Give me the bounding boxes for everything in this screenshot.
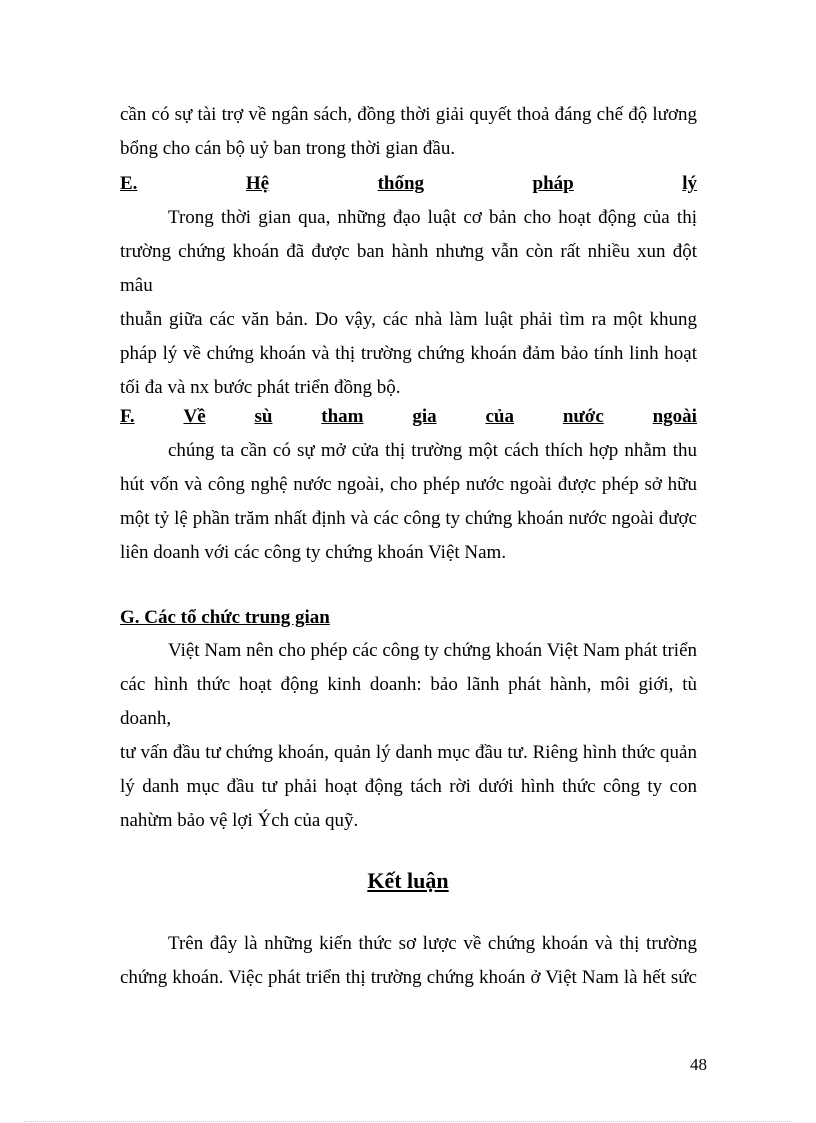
heading-word: Hệ <box>245 173 270 194</box>
section-f-heading <box>120 405 697 429</box>
text-line: Trên đây là những kiến thức sơ lược về chứng khoán và thị trường <box>168 933 697 954</box>
page-number: 48 <box>690 1055 707 1074</box>
text-line: thuẫn giữa các văn bản. Do vậy, các nhà làm luật phải tìm ra một khung <box>120 309 697 330</box>
section-f-paragraph <box>120 434 697 570</box>
text-line: pháp lý về chứng khoán và thị trường chứng khoán đảm bảo tính linh hoạt <box>120 343 697 364</box>
conclusion-paragraph <box>120 927 697 995</box>
heading-word: gia <box>412 406 437 427</box>
heading-word: Về <box>183 406 206 427</box>
intro-line-2: bổng cho cán bộ uỷ ban trong thời gian đầu. <box>120 138 456 159</box>
text-line: hút vốn và công nghệ nước ngoài, cho phép nước ngoài được phép sở hữu <box>120 474 697 495</box>
heading-word: của <box>485 406 514 427</box>
heading-word: E. <box>120 173 138 194</box>
section-e-paragraph <box>120 201 697 405</box>
text-line: trường chứng khoán đã được ban hành nhưng vẫn còn rất nhiều xun đột mâu <box>120 241 697 296</box>
text-line: Việt Nam nên cho phép các công ty chứng khoán Việt Nam phát triển <box>168 640 697 661</box>
text-line: các hình thức hoạt động kinh doanh: bảo lãnh phát hành, môi giới, tù doanh, <box>120 674 697 729</box>
heading-word: sù <box>254 406 273 427</box>
text-line: một tỷ lệ phần trăm nhất định và các công ty chứng khoán nước ngoài được <box>120 508 697 529</box>
heading-word: tham <box>321 406 364 427</box>
heading-word: pháp <box>532 173 574 194</box>
text-line: chứng khoán. Việc phát triển thị trường chứng khoán ở Việt Nam là hết sức <box>120 967 697 988</box>
text-line: chúng ta cần có sự mở cửa thị trường một cách thích hợp nhằm thu <box>168 440 697 461</box>
section-g-paragraph <box>120 634 697 838</box>
heading-word: F. <box>120 406 135 427</box>
heading-word: lý <box>682 173 697 194</box>
section-g-heading: G. Các tổ chức trung gian <box>120 607 330 628</box>
section-e-heading <box>120 172 697 196</box>
conclusion-title: Kết luận <box>367 868 449 893</box>
intro-line-1: cần có sự tài trợ về ngân sách, đồng thời giải quyết thoả đáng chế độ lương <box>120 104 697 125</box>
text-line: liên doanh với các công ty chứng khoán Việt Nam. <box>120 542 507 563</box>
text-line: tư vấn đầu tư chứng khoán, quản lý danh mục đầu tư. Riêng hình thức quản <box>120 742 697 763</box>
heading-word: ngoài <box>652 406 697 427</box>
page-bottom-divider <box>24 1121 792 1122</box>
heading-word: nước <box>562 406 604 427</box>
text-line: lý danh mục đầu tư phải hoạt động tách rời dưới hình thức công ty con <box>120 776 697 797</box>
text-line: nahừm bảo vệ lợi Ých của quỹ. <box>120 810 359 831</box>
heading-word: thống <box>377 173 425 194</box>
text-line: tối đa và nx bước phát triển đồng bộ. <box>120 377 401 398</box>
intro-paragraph <box>120 98 697 166</box>
text-line: Trong thời gian qua, những đạo luật cơ bản cho hoạt động của thị <box>168 207 697 228</box>
